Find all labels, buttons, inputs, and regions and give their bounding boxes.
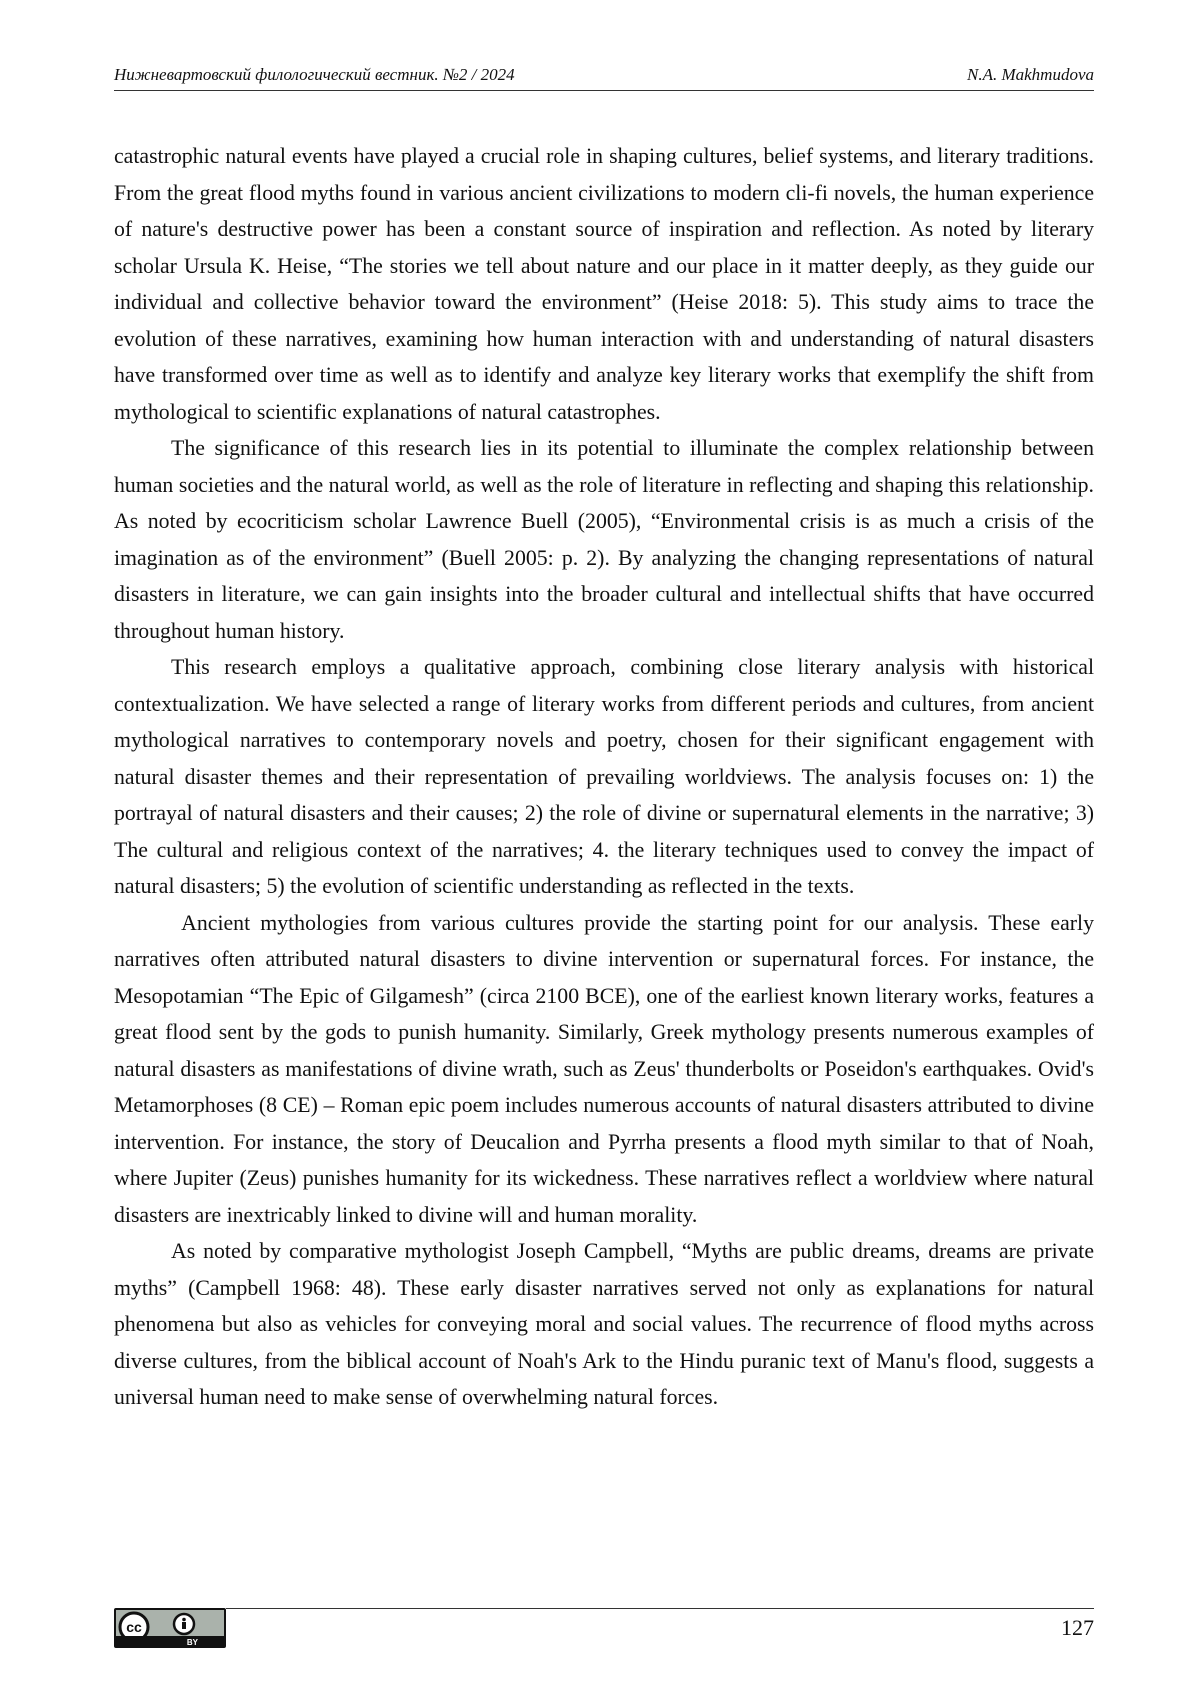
journal-title: Нижневартовский филологический вестник. №2 / 2024 [114, 65, 515, 84]
author-name: N.A. Makhmudova [966, 65, 1094, 84]
paragraph: catastrophic natural events have played a crucial role in shaping cultures, belief systems, and literary traditions. From the great flood myths found in various ancient civilizations to modern cli-fi novels, the human experience of nature's destructive power has been a constant source of inspiration and reflection. As noted by literary scholar Ursula K. Heise, “The stories we tell about nature and our place in it matter deeply, as they guide our individual and collective behavior toward the environment” (Heise 2018: 5). This study aims to trace the evolution of these narratives, examining how human interaction with and understanding of natural disasters have transformed over time as well as to identify and analyze key literary works that exemplify the shift from mythological to scientific explanations of natural catastrophes. [114, 144, 1094, 424]
svg-text:cc: cc [126, 1619, 142, 1635]
footer-rule [226, 1608, 1094, 1609]
paragraph: This research employs a qualitative approach, combining close literary analysis with historical contextualization. We have selected a range of literary works from different periods and cultures, from ancient mythological narratives to contemporary novels and poetry, chosen for their significant engagement with natural disaster themes and their representation of prevailing worldviews. The analysis focuses on: 1) the portrayal of natural disasters and their causes; 2) the role of divine or supernatural elements in the narrative; 3) The cultural and religious context of the narratives; 4. the literary techniques used to convey the impact of natural disasters; 5) the evolution of scientific understanding as reflected in the texts. [114, 655, 1094, 898]
license-badge-text: BY [186, 1638, 198, 1647]
running-header [114, 60, 1094, 91]
page-number: 127 [1061, 1615, 1094, 1640]
article-body [114, 138, 1100, 1416]
paragraph: The significance of this research lies in its potential to illuminate the complex relationship between human societies and the natural world, as well as the role of literature in reflecting and shaping this relationship. As noted by ecocriticism scholar Lawrence Buell (2005), “Environmental crisis is as much a crisis of the imagination as of the environment” (Buell 2005: p. 2). By analyzing the changing representations of natural disasters in literature, we can gain insights into the broader cultural and intellectual shifts that have occurred throughout human history. [114, 436, 1094, 643]
paragraph: Ancient mythologies from various cultures provide the starting point for our analysis. These early narratives often attributed natural disasters to divine intervention or supernatural forces. For instance, the Mesopotamian “The Epic of Gilgamesh” (circa 2100 BCE), one of the earliest known literary works, features a great flood sent by the gods to punish humanity. Similarly, Greek mythology presents numerous examples of natural disasters as manifestations of divine wrath, such as Zeus' thunderbolts or Poseidon's earthquakes. Ovid's Metamorphoses (8 CE) – Roman epic poem includes numerous accounts of natural disasters attributed to divine intervention. For instance, the story of Deucalion and Pyrrha presents a flood myth similar to that of Noah, where Jupiter (Zeus) punishes humanity for its wickedness. These narratives reflect a worldview where natural disasters are inextricably linked to divine will and human morality. [114, 910, 1100, 1227]
cc-by-license-badge [114, 1608, 226, 1648]
paragraph: As noted by comparative mythologist Joseph Campbell, “Myths are public dreams, dreams are private myths” (Campbell 1968: 48). These early disaster narratives served not only as explanations for natural phenomena but also as vehicles for conveying moral and social values. The recurrence of flood myths across diverse cultures, from the biblical account of Noah's Ark to the Hindu puranic text of Manu's flood, suggests a universal human need to make sense of overwhelming natural forces. [114, 1239, 1094, 1409]
